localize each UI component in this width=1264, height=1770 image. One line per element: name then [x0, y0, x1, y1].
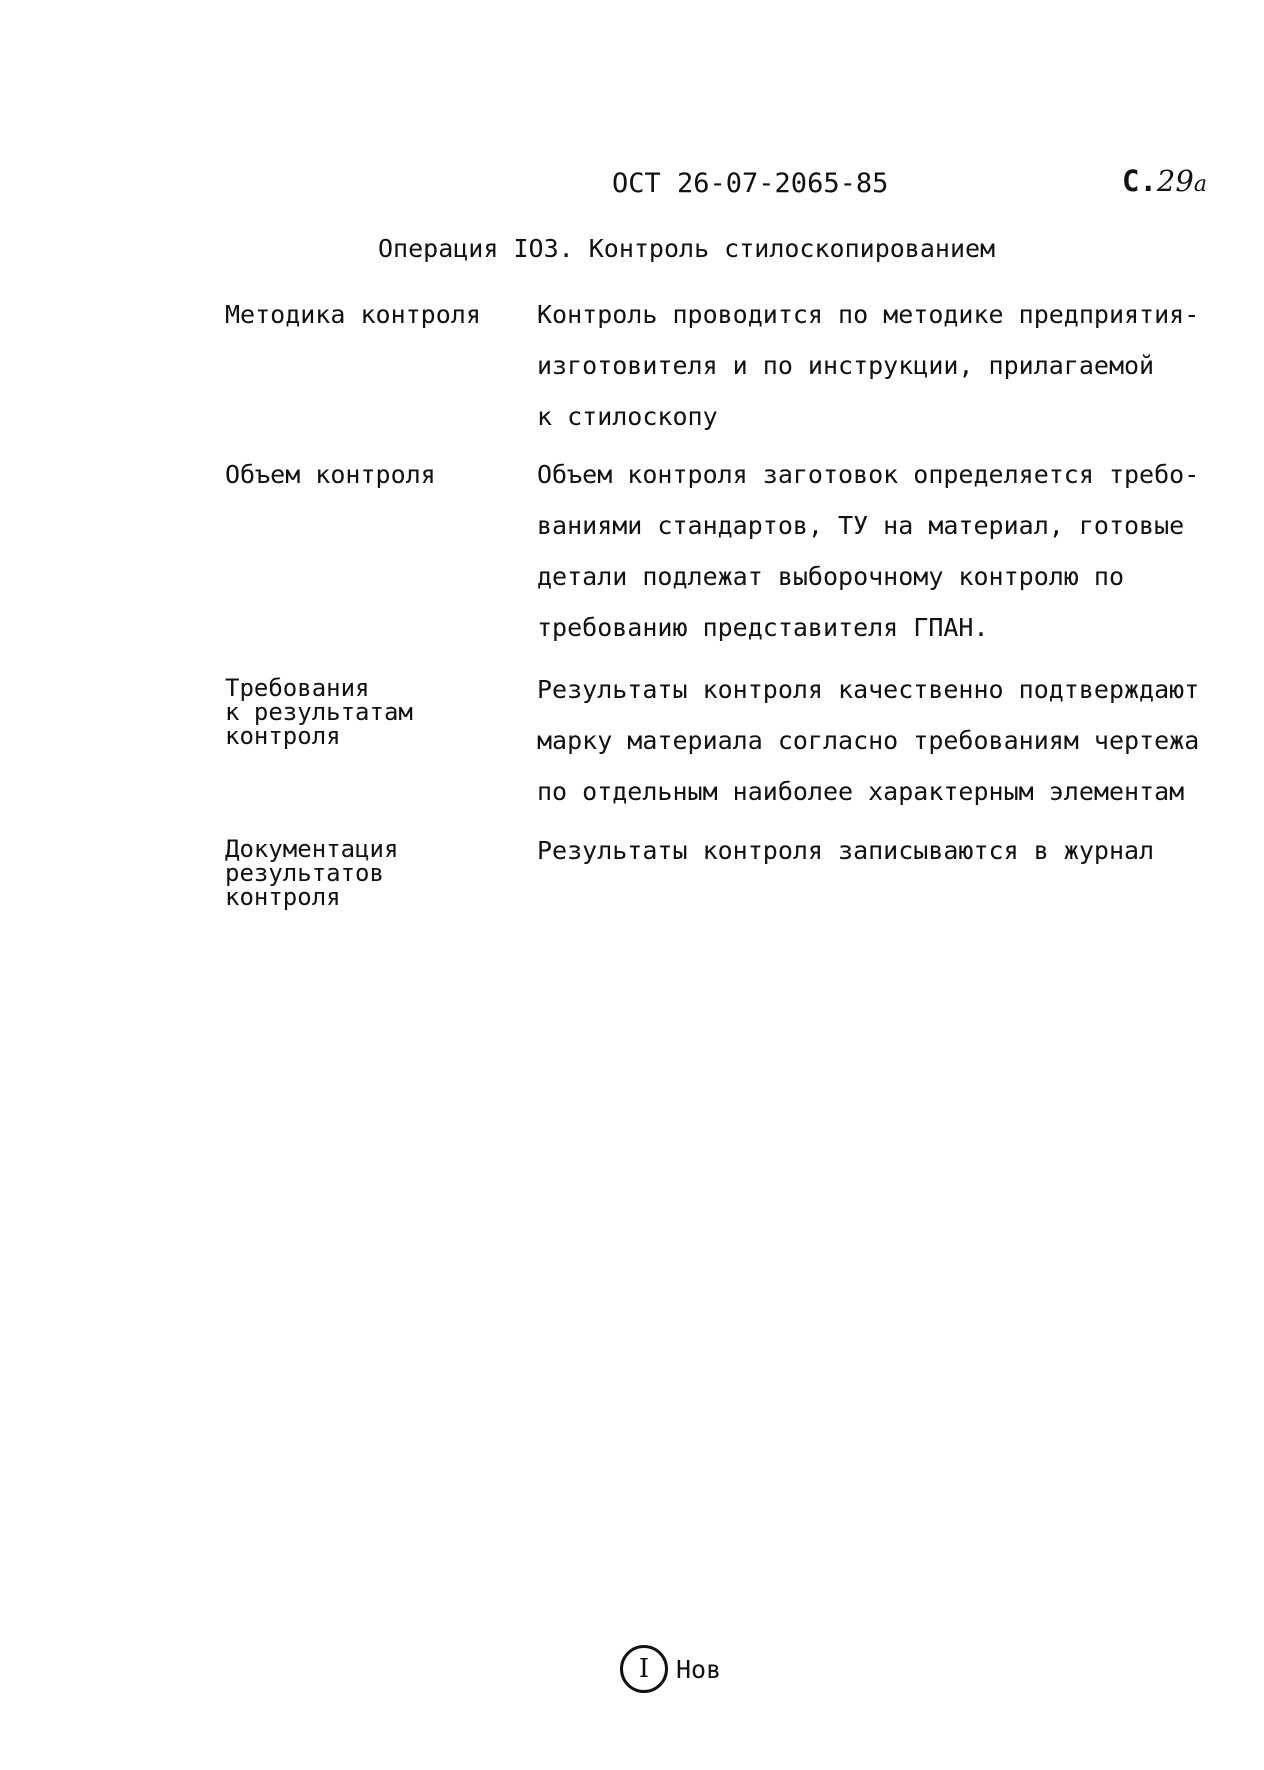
section-label — [225, 289, 515, 340]
text-line: изготовителя и по инструкции, прилагаемой — [537, 351, 1155, 380]
text-line: Результаты контроля записываются в журнал — [537, 836, 1155, 865]
text-line: Контроль проводится по методике предприятия- — [537, 300, 1200, 329]
section-label — [225, 449, 515, 500]
change-number-circle: I — [620, 1645, 668, 1693]
page-suffix-handwritten: а — [1193, 172, 1207, 197]
text-line: Результаты контроля качественно подтверждают — [537, 675, 1200, 704]
section-text — [537, 289, 1257, 442]
label-line: контроля — [225, 722, 341, 750]
label-line: Документация — [225, 835, 399, 863]
label-line: результатов — [225, 859, 384, 887]
section-text — [537, 664, 1257, 817]
page-number-handwritten: 29 — [1156, 164, 1194, 198]
text-line: ваниями стандартов, ТУ на материал, готовые — [537, 511, 1185, 540]
label-line: Объем контроля — [225, 460, 436, 489]
change-note: Нов — [676, 1654, 722, 1684]
label-line: Методика контроля — [225, 300, 481, 329]
change-notice — [620, 1645, 721, 1693]
page-prefix: С. — [1122, 164, 1157, 198]
section-label — [225, 837, 515, 909]
page-number — [1122, 164, 1207, 198]
section-text — [537, 825, 1257, 876]
text-line: марку материала согласно требованиям чертежа — [537, 726, 1200, 755]
label-line: контроля — [225, 883, 341, 911]
label-line: к результатам — [225, 698, 413, 726]
text-line: детали подлежат выборочному контролю по — [537, 562, 1124, 591]
section-text — [537, 449, 1257, 653]
text-line: по отдельным наиболее характерным элементам — [537, 777, 1185, 806]
section-label — [225, 676, 515, 748]
document-number: ОСТ 26-07-2065-85 — [612, 168, 889, 199]
text-line: Объем контроля заготовок определяется требо- — [537, 460, 1200, 489]
label-line: Требования — [225, 674, 370, 702]
text-line: требованию представителя ГПАН. — [537, 613, 989, 642]
text-line: к стилоскопу — [537, 402, 718, 431]
operation-title: Операция IO3. Контроль стилоскопированием — [378, 234, 996, 263]
